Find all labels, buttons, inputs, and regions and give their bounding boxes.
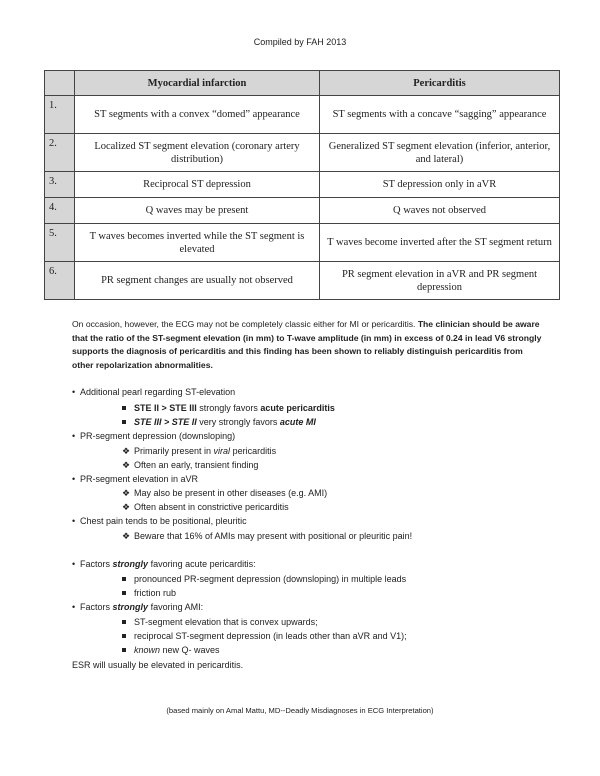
square-bullet-icon (122, 648, 126, 652)
pericarditis-cell: ST segments with a concave “sagging” appearance (320, 96, 560, 134)
list-item-text: viral (213, 446, 231, 456)
square-bullet-icon (122, 577, 126, 581)
list-item (122, 460, 258, 471)
list-item-text: Beware that 16% of AMIs may present with positional or pleuritic pain! (134, 531, 413, 541)
list-item-text: strongly (112, 602, 149, 612)
list-item: • Factors strongly favoring acute pericarditis: (72, 559, 256, 569)
pericarditis-cell: T waves become inverted after the ST segment return (320, 224, 560, 262)
pericarditis-cell: Q waves not observed (320, 198, 560, 224)
list-item: • Chest pain tends to be positional, pleuritic (72, 516, 247, 526)
list-item: • Additional pearl regarding ST-elevation (72, 387, 236, 397)
square-bullet-icon (122, 620, 126, 624)
intro-paragraph (72, 318, 542, 372)
list-item (122, 403, 335, 413)
list-item-text: PR-segment depression (downsloping) (80, 431, 236, 441)
list-item: • Factors strongly favoring AMI: (72, 602, 204, 612)
mi-cell: ST segments with a convex “domed” appearance (75, 96, 320, 134)
list-item-text: new Q- waves (162, 645, 220, 655)
row-number: 5. (45, 224, 75, 262)
list-item (122, 488, 327, 499)
list-item-text: Factors (80, 602, 111, 612)
list-item-text: friction rub (134, 588, 177, 598)
list-item-text: very strongly favors (199, 417, 278, 427)
list-item-text: Often absent in constrictive pericarditis (134, 502, 289, 512)
esr-note: ESR will usually be elevated in pericarditis. (72, 660, 244, 670)
page-footer: (based mainly on Amal Mattu, MD--Deadly Misdiagnoses in ECG Interpretation) (166, 706, 434, 715)
table-header-pericarditis: Pericarditis (320, 71, 560, 96)
table-row (45, 198, 560, 224)
diamond-bullet-icon: ❖ (122, 531, 131, 541)
list-item (122, 502, 289, 513)
diamond-bullet-icon: ❖ (122, 488, 131, 498)
table-header-row (45, 71, 560, 96)
list-item: • PR-segment depression (downsloping) (72, 431, 236, 441)
list-item-text: Primarily present in (134, 446, 212, 456)
pericarditis-cell: PR segment elevation in aVR and PR segment depression (320, 262, 560, 300)
list-item-text: acute pericarditis (260, 403, 335, 413)
list-item-text: pericarditis (232, 446, 277, 456)
list-item-text: PR-segment elevation in aVR (80, 474, 199, 484)
table-header-number (45, 71, 75, 96)
list-item-text: STE III > STE II (134, 417, 197, 427)
list-item (122, 631, 407, 641)
mi-cell: Reciprocal ST depression (75, 172, 320, 198)
list-item-text: favoring acute pericarditis: (150, 559, 256, 569)
intro-bold-text: The clinician should be aware that the ratio of the ST-segment elevation (in mm) to T-wave amplitude (in mm) in excess of 0.24 in lead V6 strongly supports the diagnosis of pericarditis and this finding has been shown to reliably distinguish pericarditis from other repolarization abnormalities. (72, 319, 542, 370)
table-row (45, 224, 560, 262)
row-number: 2. (45, 134, 75, 172)
list-item (122, 574, 406, 584)
list-item-text: Often an early, transient finding (134, 460, 259, 470)
diamond-bullet-icon: ❖ (122, 502, 131, 512)
list-item-text: strongly (112, 559, 149, 569)
square-bullet-icon (122, 591, 126, 595)
list-item-text: ST-segment elevation that is convex upwards; (134, 617, 318, 627)
comparison-table (44, 70, 560, 300)
row-number: 6. (45, 262, 75, 300)
row-number: 4. (45, 198, 75, 224)
list-item (122, 617, 318, 627)
table-row (45, 96, 560, 134)
row-number: 1. (45, 96, 75, 134)
intro-text: On occasion, however, the ECG may not be completely classic either for MI or pericarditis. (72, 319, 416, 329)
list-item-text: Additional pearl regarding ST-elevation (80, 387, 236, 397)
list-item: • PR-segment elevation in aVR (72, 474, 199, 484)
square-bullet-icon (122, 420, 126, 424)
list-item-text: May also be present in other diseases (e.g. AMI) (134, 488, 328, 498)
list-item-text: acute MI (279, 417, 316, 427)
list-item-text: favoring AMI: (150, 602, 204, 612)
list-item (122, 531, 412, 542)
mi-cell: Q waves may be present (75, 198, 320, 224)
list-item-text: reciprocal ST-segment depression (in leads other than aVR and V1); (134, 631, 407, 641)
list-item (122, 645, 220, 655)
list-item (122, 446, 276, 457)
list-item (122, 417, 316, 427)
pericarditis-cell: Generalized ST segment elevation (inferior, anterior, and lateral) (320, 134, 560, 172)
row-number: 3. (45, 172, 75, 198)
square-bullet-icon (122, 634, 126, 638)
table-row (45, 172, 560, 198)
page-header: Compiled by FAH 2013 (253, 37, 347, 47)
table-row (45, 134, 560, 172)
pericarditis-cell: ST depression only in aVR (320, 172, 560, 198)
table-row (45, 262, 560, 300)
list-item-text: Factors (80, 559, 111, 569)
mi-cell: Localized ST segment elevation (coronary artery distribution) (75, 134, 320, 172)
square-bullet-icon (122, 406, 126, 410)
list-item-text: known (134, 645, 161, 655)
mi-cell: PR segment changes are usually not observed (75, 262, 320, 300)
diamond-bullet-icon: ❖ (122, 460, 131, 470)
list-item-text: Chest pain tends to be positional, pleuritic (80, 516, 247, 526)
list-item-text: strongly favors (199, 403, 258, 413)
list-item-text: pronounced PR-segment depression (downsloping) in multiple leads (134, 574, 407, 584)
diamond-bullet-icon: ❖ (122, 446, 131, 456)
list-item-text: STE II > STE III (134, 403, 197, 413)
mi-cell: T waves becomes inverted while the ST segment is elevated (75, 224, 320, 262)
table-header-mi: Myocardial infarction (75, 71, 320, 96)
list-item (122, 588, 176, 598)
